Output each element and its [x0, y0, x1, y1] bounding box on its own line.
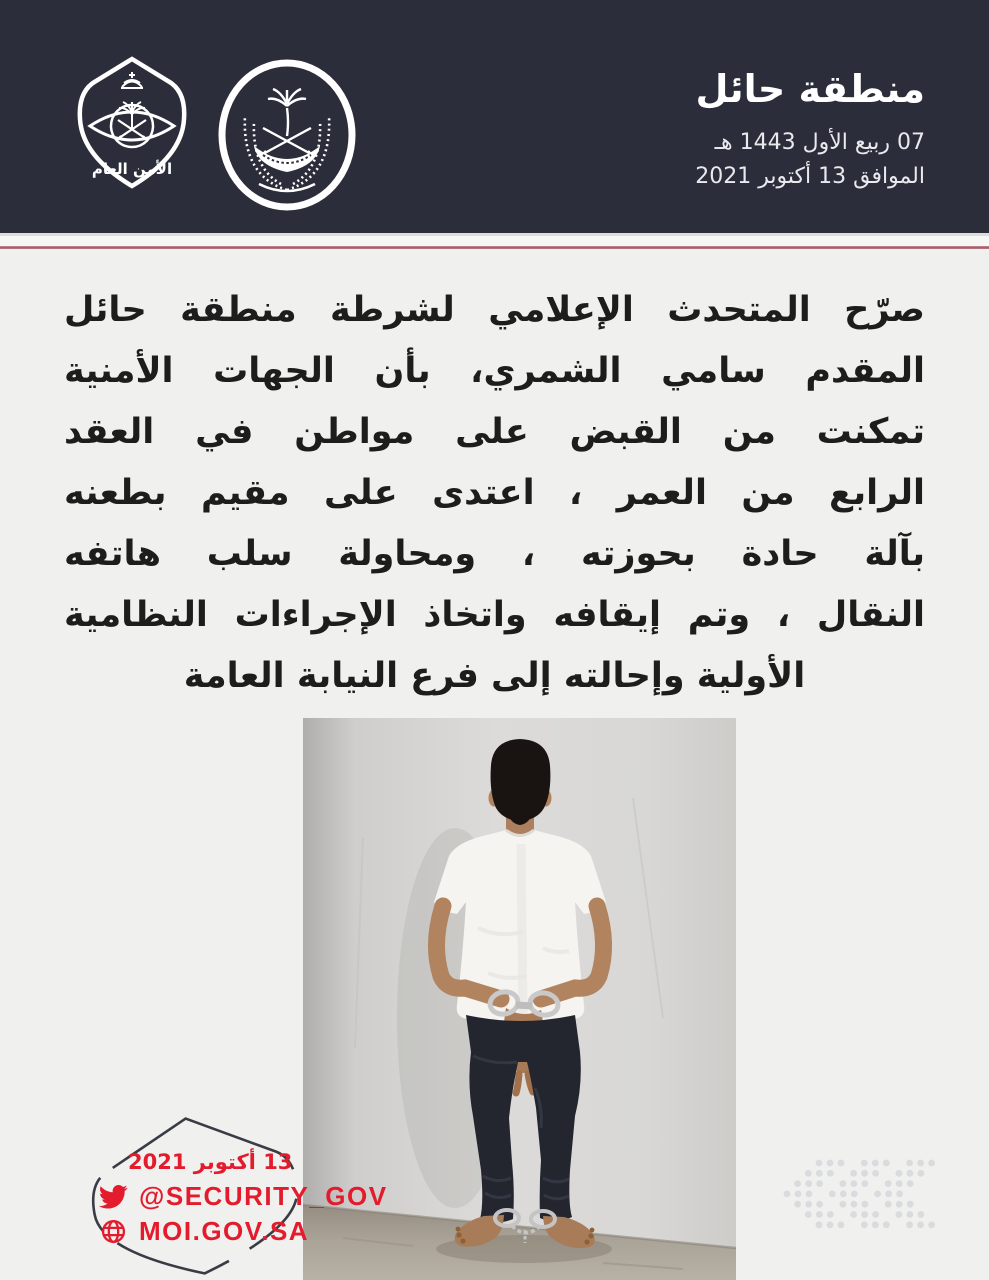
statement-line: تمكنت من القبض على مواطن في العقد: [64, 412, 925, 452]
public-security-label: الأمن العام: [91, 160, 173, 178]
moi-emblem-logo: [214, 56, 360, 214]
website-url: MOI.GOV.SA: [139, 1216, 310, 1246]
statement-line: بآلة حادة بحوزته ، ومحاولة سلب هاتفه: [64, 534, 925, 574]
dots-pattern: [780, 1155, 938, 1231]
statement-text: [64, 280, 925, 707]
twitter-row: [98, 1181, 388, 1212]
region-title: منطقة حائل: [695, 67, 925, 111]
statement-line: الأولية وإحالته إلى فرع النيابة العامة: [183, 656, 806, 696]
hijri-date: 07 ربيع الأول 1443 هـ: [714, 130, 925, 155]
statement-line: النقال ، وتم إيقافه واتخاذ الإجراءات النظامية: [64, 595, 925, 635]
crown-icon: [121, 72, 143, 88]
divider-red-line: [0, 246, 989, 249]
twitter-handle: @SECURITY_GOV: [139, 1181, 388, 1211]
divider-light-band: [0, 236, 989, 246]
statement-line: المقدم سامي الشمري، بأن الجهات الأمنية: [64, 351, 925, 391]
palm-tree-icon: [268, 89, 306, 136]
header-bar: [0, 0, 989, 233]
gregorian-date: الموافق 13 أكتوبر 2021: [695, 164, 925, 189]
statement-line: الرابع من العمر ، اعتدى على مقيم بطعنه: [64, 473, 925, 513]
emblem-text-band: [254, 146, 320, 172]
public-security-logo: [62, 52, 202, 194]
stamp-date: 13 أكتوبر 2021: [128, 1150, 293, 1174]
statement-line: صرّح المتحدث الإعلامي لشرطة منطقة حائل: [64, 290, 925, 330]
website-row: [98, 1216, 309, 1247]
twitter-icon: [98, 1184, 128, 1210]
globe-icon: [98, 1219, 128, 1245]
